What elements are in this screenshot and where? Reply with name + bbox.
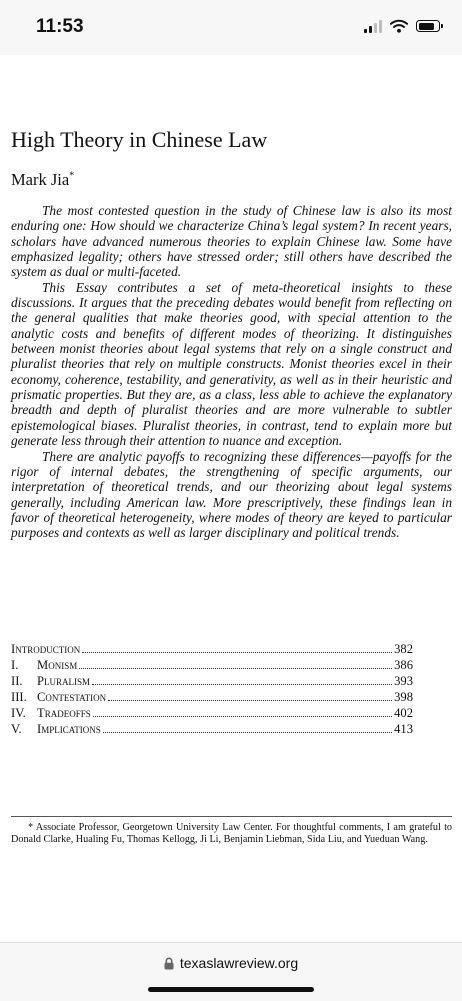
toc-leader-dots bbox=[82, 652, 392, 653]
author-footnote-mark[interactable]: * bbox=[69, 170, 75, 182]
toc-item-implications[interactable] bbox=[11, 722, 413, 738]
status-icons bbox=[364, 18, 440, 34]
home-indicator[interactable] bbox=[148, 987, 314, 992]
toc-label: Monism bbox=[37, 658, 78, 672]
toc-item-pluralism[interactable] bbox=[11, 674, 413, 690]
abstract-paragraph: There are analytic payoffs to recognizing these differences—payoffs for the rigor of internal debates, the strengthening of specific arguments, our interpretation of theoretical trends, and our theorizing about legal systems generally, including American law. More prescriptively, these findings lean in favor of theoretical heterogeneity, where modes of theory are keyed to particular purposes and contexts as well as larger disciplinary and political trends. bbox=[11, 448, 452, 541]
toc-page-number: 398 bbox=[394, 690, 413, 704]
toc-number: I. bbox=[11, 658, 19, 672]
toc-leader-dots bbox=[93, 716, 392, 717]
author-name bbox=[11, 170, 74, 190]
toc-number: V. bbox=[11, 722, 22, 736]
wifi-icon bbox=[390, 19, 408, 33]
battery-icon bbox=[416, 20, 440, 32]
toc-leader-dots bbox=[92, 684, 392, 685]
abstract-paragraph: This Essay contributes a set of meta-theoretical insights to these discussions. It argues that the preceding debates would benefit from reflecting on the general qualities that make theories good, with special attention to the analytic costs and benefits of different modes of theorizing. It distinguishes between monist theories about legal systems that rely on a single construct and pluralist theories that rely on multiple constructs. Monist theories excel in their economy, coherence, testability, and generativity, as well as in their heuristic and prismatic properties. But they are, as a class, less able to achieve the explanatory breadth and depth of pluralist theories and are more vulnerable to subtler epistemological biases. Pluralist theories, in contrast, tend to explain more but generate less through their attention to nuance and exception. bbox=[11, 279, 452, 449]
abstract bbox=[11, 203, 452, 541]
browser-bar bbox=[0, 942, 462, 1001]
toc-page-number: 402 bbox=[394, 706, 413, 720]
url-text: texaslawreview.org bbox=[179, 955, 299, 971]
cellular-signal-icon bbox=[364, 20, 382, 33]
toc-label: Pluralism bbox=[37, 674, 91, 688]
toc-label: Introduction bbox=[11, 642, 81, 656]
toc-leader-dots bbox=[108, 700, 392, 701]
toc-number: IV. bbox=[11, 706, 26, 720]
status-bar bbox=[0, 0, 462, 55]
toc-label: Tradeoffs bbox=[37, 706, 91, 720]
toc-number: II. bbox=[11, 674, 23, 688]
table-of-contents bbox=[11, 642, 413, 738]
author-name-text: Mark Jia bbox=[11, 170, 70, 189]
address-bar[interactable] bbox=[0, 955, 462, 971]
status-time: 11:53 bbox=[36, 16, 84, 37]
lock-icon bbox=[164, 957, 174, 970]
toc-item-tradeoffs[interactable] bbox=[11, 706, 413, 722]
document-page[interactable] bbox=[0, 55, 462, 942]
toc-page-number: 393 bbox=[394, 674, 413, 688]
abstract-paragraph: The most contested question in the study of Chinese law is also its most enduring one: How should we characterize China’s legal system? In recent years, scholars have advanced numerous theories to explain Chinese law. Some have emphasized legality; others have stressed order; still others have described the system as dual or multi-faceted. bbox=[11, 203, 452, 280]
toc-number: III. bbox=[11, 690, 27, 704]
toc-label: Implications bbox=[37, 722, 101, 736]
toc-page-number: 386 bbox=[394, 658, 413, 672]
toc-leader-dots bbox=[79, 668, 392, 669]
battery-level bbox=[419, 23, 434, 30]
toc-page-number: 413 bbox=[394, 722, 413, 736]
footnote: * Associate Professor, Georgetown University Law Center. For thoughtful comments, I am grateful to Donald Clarke, Hualing Fu, Thomas Kellogg, Ji Li, Benjamin Liebman, Sida Liu, and Yueduan Wang. bbox=[11, 822, 452, 846]
toc-item-contestation[interactable] bbox=[11, 690, 413, 706]
toc-item-introduction[interactable] bbox=[11, 642, 413, 658]
toc-page-number: 382 bbox=[394, 642, 413, 656]
footnote-divider bbox=[11, 816, 452, 817]
toc-leader-dots bbox=[103, 732, 392, 733]
toc-item-monism[interactable] bbox=[11, 658, 413, 674]
toc-label: Contestation bbox=[37, 690, 107, 704]
document-title: High Theory in Chinese Law bbox=[11, 127, 268, 152]
